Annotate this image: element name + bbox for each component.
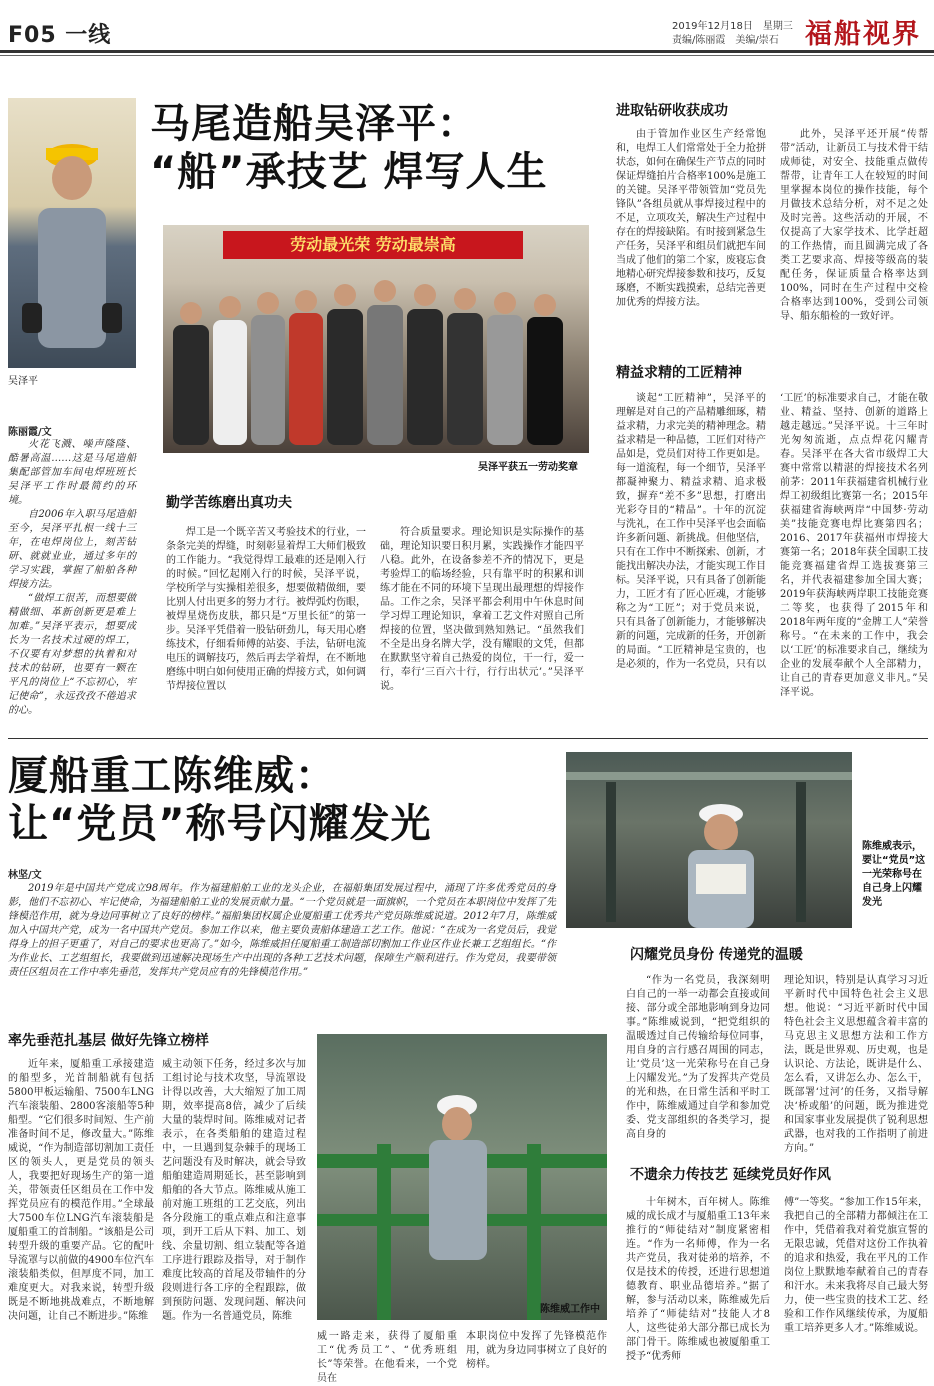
intro-paragraph: “做焊工很苦，而想要做精做细、革新创新更是难上加难。”吴泽平表示，想要成长为一名技术过硬的焊工，不仅要有对梦想的执着和对技术的钻研，也要有一颗在平凡的岗位上“不忘初心，牢记使命”，永远孜孜不倦追求的心。 (8, 593, 136, 716)
article1-section2-col1: 由于管加作业区生产经常饱和，电焊工人们常常处于全力抢拼状态，如何在确保生产节点的同时保证焊缝拍片合格率100%是施工的关键。吴泽平带领管加“党员先锋队”各组员就从事焊接过程中的不足，立项攻关，解决生产过程中存在的焊接缺陷。有时接到紧急生产任务，吴泽平和组员们就把车间当成了他们的第二个家，废寝忘食地精心研究焊接参数和技巧，反复琢磨，不断实践摸索，总结完善更加优秀的焊接方法。 (616, 129, 766, 308)
article1-section3-title: 精益求精的工匠精神 (616, 365, 742, 381)
article2-section2-col2: 理论知识，特别是认真学习习近平新时代中国特色社会主义思想。他说：“习近平新时代中国特色社会主义思想蕴含着丰富的马克思主义思想方法和工作方法，既是世界观、历史观，也是认识论、方法论，既讲是什么、怎么看，又讲怎么办、怎么干，既部署‘过河’的任务，又指导解决‘桥或船’的问题，既为推进党和国家事业发展提供了锐利思想武器，也对我的工作指明了前进方向。” (784, 975, 928, 1154)
article2-title-line2: 让“党员”称号闪耀发光 (8, 801, 432, 847)
group-photo-caption: 吴泽平获五一劳动奖章 (478, 462, 578, 473)
article2-section2-title: 闪耀党员身份 传递党的温暖 (630, 947, 803, 963)
header-rule-thin (0, 55, 934, 56)
article1-intro (8, 438, 136, 720)
article2-section3-col1: 十年树木，百年树人。陈维威的成长成才与厦船重工13年来推行的“师徒结对”制度紧密相连。“作为一名师傅，作为一名共产党员，我对徒弟的培养，不仅是技术的传授，还进行思想道德教育、职业品德培养。”据了解，参与活动以来，陈维威先后培养了“师徒结对”技能人才8人，这些徒弟大部分都已成长为部门骨干。陈维威也被厦船重工授予“优秀师 (626, 1197, 770, 1362)
issue-date: 2019年12月18日 星期三 (672, 21, 793, 32)
article1-title (150, 100, 548, 196)
article2-section1-col1: 近年来，厦船重工承接建造的船型多，光首制船就有包括5800甲板运输船、7500车LNG汽车滚装船、2800客滚船等5种船型。“它们很多时间短、生产前准备时间不足，修改量大。”陈维威说，“作为制造部切割加工责任区的领头人，更是党员的领头人，我要把好现场生产的第一道关，带领责任区组员在工作中发挥党员应有的模范作用。”全球最大7500车位LNG汽车滚装船是厦船重工的首制船。“该船是公司转型升级的重要产品。它的配叶导流罩与以前做的4900车位汽车滚装船类似，但厚度不同，加工难度更大。对我来说，转型升级既是不断地挑战难点，不断地解决问题，让自己不断进步。”陈维 (8, 1059, 154, 1322)
page-section-label: F05 一线 (8, 23, 112, 48)
newspaper-logo: 福船视界 (805, 19, 921, 50)
worker-at-work-photo (317, 1034, 607, 1320)
editors-line: 责编/陈丽霞 美编/崇石 (672, 35, 779, 46)
article1-section2-title: 进取钻研收获成功 (616, 103, 728, 119)
issue-info (672, 20, 793, 48)
article2-section3-col2: 傅”一等奖。“参加工作15年来，我把自己的全部精力都倾注在工作中，凭借着我对着党旗宣誓的无限忠诚，凭借对这份工作执着的追求和热爱，我在平凡的工作岗位上默默地奉献着自己的青春和汗水。未来我将尽自己最大努力，使一些宝贵的技术工艺、经验和工作作风继续传承，为厦船重工培养更多人才。”陈维威说。 (784, 1197, 928, 1334)
award-banner: 劳动最光荣 劳动最崇高 (223, 231, 523, 259)
article2-title (8, 752, 432, 848)
article1-title-line2: “船”承技艺 焊写人生 (150, 149, 548, 195)
portrait-photo (8, 98, 136, 368)
worker-portrait-caption: 陈维威表示，要让“党员”这一光荣称号在自己身上闪耀发光 (862, 841, 926, 908)
worker-at-work-caption: 陈维威工作中 (540, 1304, 600, 1315)
article2-section1-col3: 威一路走来，获得了厦船重工“优秀员工”、“优秀班组长”等荣誉。在他看来，一个党员在 (317, 1331, 457, 1384)
article1-author: 陈丽霞/文 (8, 427, 52, 438)
intro-paragraph: 火花飞溅、噪声隆隆、酷暑高温……这是马尾造船集配部管加车间电焊班班长吴泽平工作时最简约的环境。 (8, 439, 136, 506)
article1-section3-col2: ‘工匠’的标准要求自己，才能在敬业、精益、坚持、创新的道路上越走越远。”吴泽平说。十三年时光匆匆流逝，点点焊花闪耀青春。吴泽平在各大省市级焊工大赛中常常以精湛的焊接技术名列前茅：2011年获福建省机械行业焊工初级组比赛第一名；2015年获福建省海峡两岸“中国梦·劳动美”技能竞赛电焊比赛第四名；2016、2017年获福州市焊接大赛第一名；2018年获全国职工技能竞赛福建省焊工选拔赛第三名，并代表福建参加全国大赛；2019年获海峡两岸职工技能竞赛二等奖，也获得了2015年和2018年两年度的“金牌工人”荣誉称号。“在未来的工作中，我会以‘工匠’的标准要求自己，继续为企业的发展奉献个人全部精力，让自己的青春更加意义非凡。”吴泽平说。 (780, 393, 928, 698)
worker-portrait-photo (566, 752, 852, 928)
article2-section1-title: 率先垂范扎基层 做好先锋立榜样 (8, 1033, 209, 1049)
article2-section1-col2: 威主动领下任务，经过多次与加工组讨论与技术攻坚，导流罩设计得以改善，大大缩短了加工周期，效率提高8倍，减少了后续大量的装焊时间。陈维威对记者表示，在各类船舶的建造过程中，一旦遇到复杂棘手的现场工艺问题没有及时解决，就会导致船舶建造周期延长，甚至影响到船舶的各大节点。陈维威从施工前对施工班组的工艺交底，列出各分段施工的重点难点和注意事项，到开工后从下料、加工、划线、余量切割、组立装配等各道工序进行跟踪及指导，对于制作难度比较高的首尾及带轴件的分段则进行各工序的全程跟踪，做到预防问题、发现问题、解决问题。作为一名普通党员，陈维 (162, 1059, 306, 1322)
portrait-caption: 吴泽平 (8, 376, 38, 387)
article2-title-line1: 厦船重工陈维威： (8, 753, 336, 799)
article-divider (8, 738, 928, 739)
article1-section3-col1: 谈起“工匠精神”，吴泽平的理解是对自己的产品精雕细琢，精益求精，力求完美的精神理念。精益求精是一种品德，工匠们对待产品如是，党员们对待工作更如是。每一道流程，每一个细节，吴泽平都凝神聚力、精益求精、追求极致，摒弃“差不多”思想，打磨出光彩夺目的“精品”。十年的沉淀与洗礼，在工作中吴泽平也会面临许多新问题、新挑战。但他坚信，只有在工作中不断探索、创新，才能找出解决办法，才能实现工作目标。吴泽平说，只有具备了创新能力，工匠才有了匠心匠魂，才能够称之为“工匠”；对于党员来说，只有具备了创新能力，才能够解决新的问题，完成新的任务，开创新的局面。“工匠精神是宝贵的，也是必须的，作为一名党员，只有以 (616, 393, 766, 670)
article2-author: 林坚/文 (8, 870, 42, 881)
article1-section2-col2: 此外，吴泽平还开展“传帮带”活动，让新员工与技术骨干结成师徒，对安全、技能重点做传帮带，让青年工人在较短的时间里掌握本岗位的操作技能，每个月做技术总结分析，对不足之处及时完善。这些活动的开展，不仅提高了大家学技术、比学赶超的工作热情，而且圆满完成了各类工艺要求高、焊接等级高的装配任务，保证质量合格率达到100%，同时在生产过程中交检合格率达到100%，受到公司领导、船东船检的一致好评。 (780, 129, 928, 322)
article1-title-line1: 马尾造船吴泽平： (150, 101, 478, 147)
article1-section1-col2: 符合质量要求。理论知识是实际操作的基础，理论知识要日积月累，实践操作才能四平八稳。此外，在设备参差不齐的情况下，更是考验焊工的临场经验，只有靠平时的积累和训练才能在不同的环境下呈现出最理想的焊接作品。工作之余，吴泽平都会利用中午休息时间学习焊工理论知识，拿着工艺文件对照自己所焊接的位置，坚决做到熟知熟记。“虽然我们不全是出身名牌大学，没有耀眼的文凭，但都在默默坚守着自己热爱的岗位，干一行，爱一行，奉行‘三百六十行，行行出状元’。”吴泽平说。 (380, 527, 584, 692)
group-award-photo (163, 225, 589, 453)
article2-section3-title: 不遗余力传技艺 延续党员好作风 (630, 1167, 831, 1183)
article2-section1-col4: 本职岗位中发挥了先锋模范作用，就为身边同事树立了良好的榜样。 (466, 1331, 607, 1370)
intro-paragraph: 自2006年入职马尾造船至今，吴泽平扎根一线十三年，在电焊岗位上，刻苦钻研、就就业业，通过多年的学习实践，掌握了船舶各种焊接方法。 (8, 509, 136, 590)
article1-section1-col1: 焊工是一个既辛苦又考验技术的行业，一条条完美的焊缝，时刻彰显着焊工大师们极致的工作能力。“我觉得焊工最难的还是刚入行的时候。”回忆起刚入行的时候，吴泽平说，学校所学与实操相差很多，想要做精做细，要比别人付出更多的努力才行。被焊弧灼伤眼，被焊星烧伤皮肤，都只是“万里长征”的第一步。吴泽平凭借着一股钻研劲儿，每天用心磨练技术，仔细看师傅的站姿、手法，钻研电流电压的调解技巧，然后再去学着焊，在不断地磨练中明白如何使用正确的焊接方式，如何调节焊接位置以 (166, 527, 366, 692)
article1-section1-title: 勤学苦练磨出真功夫 (166, 495, 292, 511)
article2-section2-col1: “作为一名党员，我深刻明白自己的一举一动都会直接或间接、部分或全部地影响到身边同事。”陈维威说到，“把党组织的温暖透过自己传输给每位同事，用自身的言行感召周围的同志，让‘党员’这一光荣称号在自己身上闪耀发光。”为了发挥共产党员的光和热，在日常生活和平时工作中，陈维威通过自学和参加党委、党支部组织的各类学习，提高自身的 (626, 975, 770, 1140)
header-rule (0, 50, 934, 53)
article2-intro: 2019年是中国共产党成立98周年。作为福建船舶工业的龙头企业，在福船集团发展过程中，涌现了许多优秀党员的身影，他们不忘初心、牢记使命，为福建船舶工业的发展贡献力量。“一个党员就是一面旗帜，一个党员在本职岗位中发挥了先锋模范作用，就为身边同事树立了良好的榜样。”福船集团权属企业厦船重工优秀共产党员陈维威说道。2012年7月，陈维威加入中国共产党，成为一名中国共产党员。参加工作以来，他主要负责船体建造工艺工作。他说：“在成为一名党员后，我觉得身上的担子更重了，对自己的要求也更高了。”如今，陈维威担任厦船重工制造部切割加工作业区作业长兼工艺组组长。“作为作业长、工艺组组长，我要做到迅速解决现场生产中出现的各种工艺技术问题，保障生产顺利进行。作为党员，我要带领责任区组员在工作中率先垂范，发挥共产党员应有的先锋模范作用。” (8, 883, 556, 978)
